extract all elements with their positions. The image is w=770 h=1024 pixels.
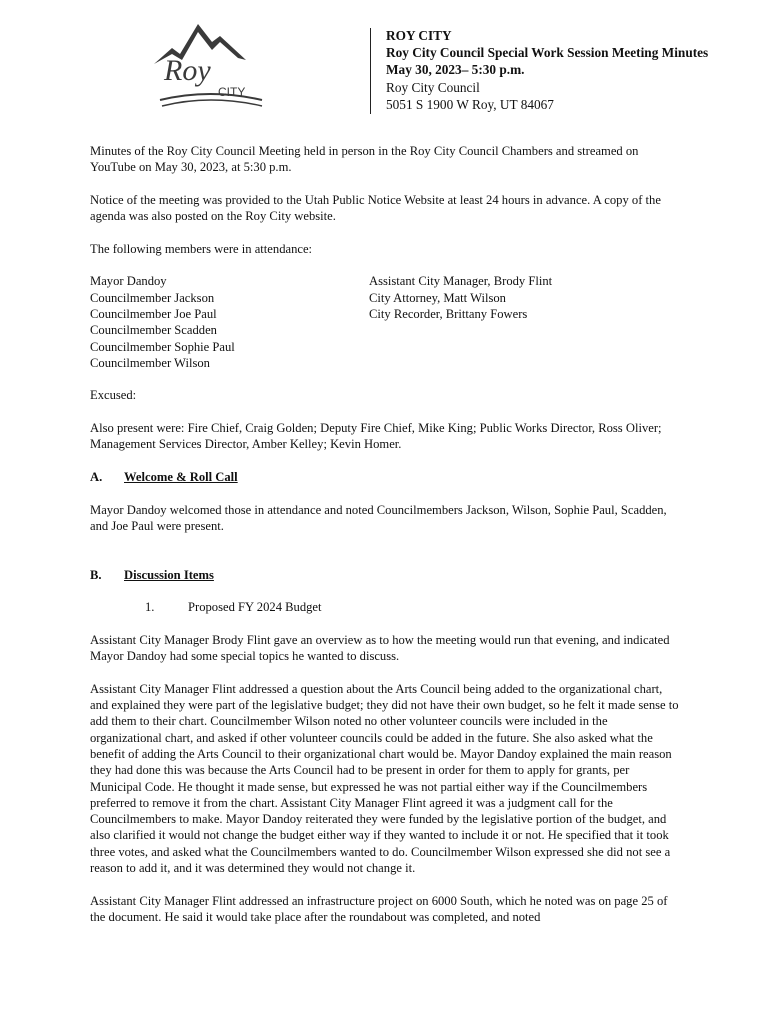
attendee: Councilmember Sophie Paul bbox=[90, 339, 235, 354]
discussion-paragraph-3: Assistant City Manager Flint addressed an infrastructure project on 6000 South, which he noted was on page 25 of the document. He said it would take place after the roundabout was completed, and noted bbox=[90, 893, 668, 924]
attendee: City Attorney, Matt Wilson bbox=[369, 290, 506, 305]
meeting-date: May 30, 2023– 5:30 p.m. bbox=[386, 62, 525, 78]
logo-word-roy: Roy bbox=[164, 54, 211, 87]
section-title: Welcome & Roll Call bbox=[124, 469, 238, 484]
discussion-paragraph-2: Assistant City Manager Flint addressed a question about the Arts Council being added to the organizational chart, and explained they were part of the legislative budget; they did not have their own budget, so he felt it made sense to add them to their chart. Councilmember Wilson noted no other volunteer councils were included in the organizational chart, and asked if other volunteer councils could be added in the future. She also asked what the benefit of adding the Arts Council to their organizational chart would be. Mayor Dandoy explained the main reason they had done this was because the Arts Council had to be present in order for them to apply for grants, per Municipal Code. He thought it made sense, but expressed he was not partial either way if the Councilmembers preferred to remove it from the chart. Assistant City Manager Flint agreed it was a judgment call for the Councilmembers to make. Mayor Dandoy reiterated they were funded by the legislative portion of the budget, and also clarified it would not change the budget either way if they wanted to include it or not. He specified that it took three votes, and asked what the Councilmembers wanted to do. Councilmember Wilson expressed she did not see a reason to add it, and it was determined they would not change it. bbox=[90, 681, 679, 876]
section-letter: B. bbox=[90, 567, 102, 582]
discussion-paragraph-1: Assistant City Manager Brody Flint gave an overview as to how the meeting would run that evening, and indicated Mayor Dandoy had some special topics he wanted to discuss. bbox=[90, 632, 670, 664]
attendee: Councilmember Scadden bbox=[90, 323, 217, 338]
section-a-heading bbox=[90, 469, 682, 485]
attendee: Councilmember Jackson bbox=[90, 290, 215, 305]
section-title: Discussion Items bbox=[124, 567, 214, 582]
roy-city-logo bbox=[150, 18, 270, 118]
item-title: Proposed FY 2024 Budget bbox=[188, 600, 322, 615]
item-number: 1. bbox=[145, 600, 155, 615]
attendance-intro: The following members were in attendance: bbox=[90, 241, 313, 256]
also-present-paragraph: Also present were: Fire Chief, Craig Golden; Deputy Fire Chief, Mike King; Public Works Director, Ross Oliver; Management Services Director, Amber Kelley; Kevin Homer. bbox=[90, 421, 662, 452]
section-letter: A. bbox=[90, 469, 103, 484]
org-name: ROY CITY bbox=[386, 28, 452, 43]
attendance-list bbox=[90, 273, 682, 371]
attendee: City Recorder, Brittany Fowers bbox=[369, 306, 528, 321]
attendee: Mayor Dandoy bbox=[90, 274, 167, 289]
welcome-paragraph: Mayor Dandoy welcomed those in attendance and noted Councilmembers Jackson, Wilson, Sophie Paul, Scadden, and Joe Paul were present. bbox=[90, 502, 667, 533]
header-divider bbox=[370, 28, 371, 114]
minutes-body bbox=[90, 143, 682, 942]
logo-word-city: CITY bbox=[218, 85, 246, 99]
excused-line: Excused: bbox=[90, 388, 137, 403]
attendance-right-column bbox=[369, 273, 552, 371]
meeting-title: Roy City Council Special Work Session Meeting Minutes bbox=[386, 45, 709, 61]
attendee: Councilmember Joe Paul bbox=[90, 306, 217, 321]
council-name: Roy City Council bbox=[386, 79, 480, 95]
notice-paragraph: Notice of the meeting was provided to the Utah Public Notice Website at least 24 hours in advance. A copy of the agenda was also posted on the Roy City website. bbox=[90, 192, 661, 224]
intro-paragraph: Minutes of the Roy City Council Meeting held in person in the Roy City Council Chambers and streamed on YouTube on May 30, 2023, at 5:30 p.m. bbox=[90, 144, 639, 175]
section-b-heading bbox=[90, 567, 682, 583]
agenda-item-1 bbox=[90, 599, 682, 615]
attendee: Assistant City Manager, Brody Flint bbox=[369, 274, 553, 289]
attendance-left-column bbox=[90, 273, 369, 371]
council-address: 5051 S 1900 W Roy, UT 84067 bbox=[386, 96, 554, 112]
document-header bbox=[386, 27, 756, 113]
attendee: Councilmember Wilson bbox=[90, 355, 210, 370]
